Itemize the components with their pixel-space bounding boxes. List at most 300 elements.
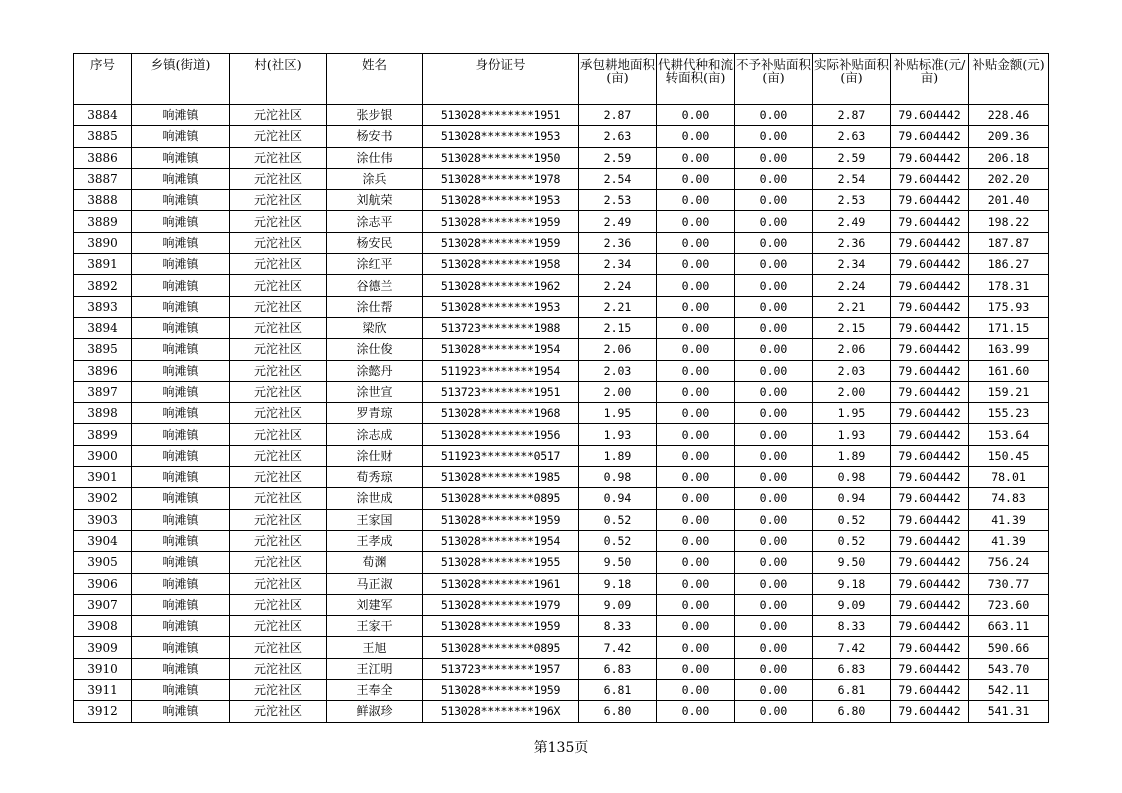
header-contract-area: 承包耕地面积(亩) — [579, 54, 657, 105]
cell-id-number: 513028********1959 — [423, 616, 579, 637]
cell-seq: 3898 — [74, 403, 132, 424]
cell-seq: 3909 — [74, 637, 132, 658]
cell-contract-area: 2.24 — [579, 275, 657, 296]
cell-contract-area: 6.83 — [579, 658, 657, 679]
cell-actual-area: 2.53 — [813, 190, 891, 211]
cell-name: 荀秀琼 — [327, 467, 423, 488]
cell-excluded-area: 0.00 — [735, 296, 813, 317]
cell-town: 响滩镇 — [132, 488, 230, 509]
cell-contract-area: 0.52 — [579, 530, 657, 551]
cell-subsidy-rate: 79.604442 — [891, 381, 969, 402]
cell-town: 响滩镇 — [132, 552, 230, 573]
cell-subsidy-amount: 155.23 — [969, 403, 1049, 424]
cell-name: 涂懿丹 — [327, 360, 423, 381]
cell-village: 元沱社区 — [230, 105, 327, 126]
header-actual-area: 实际补贴面积(亩) — [813, 54, 891, 105]
cell-actual-area: 1.95 — [813, 403, 891, 424]
cell-subsidy-rate: 79.604442 — [891, 488, 969, 509]
cell-town: 响滩镇 — [132, 275, 230, 296]
cell-name: 王江明 — [327, 658, 423, 679]
cell-subsidy-rate: 79.604442 — [891, 317, 969, 338]
cell-actual-area: 0.98 — [813, 467, 891, 488]
cell-name: 涂仕财 — [327, 445, 423, 466]
cell-actual-area: 8.33 — [813, 616, 891, 637]
cell-excluded-area: 0.00 — [735, 424, 813, 445]
cell-id-number: 513028********1953 — [423, 190, 579, 211]
table-row — [74, 445, 1049, 466]
cell-excluded-area: 0.00 — [735, 488, 813, 509]
cell-contract-area: 2.87 — [579, 105, 657, 126]
cell-transfer-area: 0.00 — [657, 552, 735, 573]
cell-transfer-area: 0.00 — [657, 530, 735, 551]
cell-town: 响滩镇 — [132, 680, 230, 701]
cell-excluded-area: 0.00 — [735, 168, 813, 189]
cell-town: 响滩镇 — [132, 232, 230, 253]
cell-actual-area: 9.09 — [813, 594, 891, 615]
cell-actual-area: 2.59 — [813, 147, 891, 168]
cell-excluded-area: 0.00 — [735, 445, 813, 466]
cell-actual-area: 2.15 — [813, 317, 891, 338]
cell-subsidy-rate: 79.604442 — [891, 168, 969, 189]
cell-contract-area: 2.15 — [579, 317, 657, 338]
cell-transfer-area: 0.00 — [657, 254, 735, 275]
cell-subsidy-rate: 79.604442 — [891, 680, 969, 701]
subsidy-table — [73, 53, 1049, 723]
cell-id-number: 513028********1959 — [423, 509, 579, 530]
cell-name: 涂仕伟 — [327, 147, 423, 168]
cell-excluded-area: 0.00 — [735, 317, 813, 338]
cell-seq: 3885 — [74, 126, 132, 147]
cell-village: 元沱社区 — [230, 317, 327, 338]
cell-subsidy-amount: 74.83 — [969, 488, 1049, 509]
table-row — [74, 530, 1049, 551]
cell-name: 马正淑 — [327, 573, 423, 594]
cell-excluded-area: 0.00 — [735, 360, 813, 381]
header-seq: 序号 — [74, 54, 132, 105]
cell-subsidy-rate: 79.604442 — [891, 573, 969, 594]
cell-actual-area: 2.21 — [813, 296, 891, 317]
cell-subsidy-amount: 206.18 — [969, 147, 1049, 168]
table-body — [74, 105, 1049, 723]
cell-transfer-area: 0.00 — [657, 701, 735, 722]
cell-subsidy-amount: 41.39 — [969, 530, 1049, 551]
cell-excluded-area: 0.00 — [735, 105, 813, 126]
cell-id-number: 513723********1951 — [423, 381, 579, 402]
table-row — [74, 616, 1049, 637]
cell-seq: 3897 — [74, 381, 132, 402]
cell-excluded-area: 0.00 — [735, 190, 813, 211]
cell-excluded-area: 0.00 — [735, 339, 813, 360]
cell-contract-area: 6.81 — [579, 680, 657, 701]
cell-town: 响滩镇 — [132, 254, 230, 275]
cell-excluded-area: 0.00 — [735, 658, 813, 679]
cell-village: 元沱社区 — [230, 296, 327, 317]
cell-transfer-area: 0.00 — [657, 637, 735, 658]
cell-contract-area: 2.53 — [579, 190, 657, 211]
cell-excluded-area: 0.00 — [735, 530, 813, 551]
cell-seq: 3889 — [74, 211, 132, 232]
cell-transfer-area: 0.00 — [657, 147, 735, 168]
table-row — [74, 701, 1049, 722]
cell-town: 响滩镇 — [132, 105, 230, 126]
cell-contract-area: 8.33 — [579, 616, 657, 637]
cell-transfer-area: 0.00 — [657, 317, 735, 338]
cell-subsidy-amount: 590.66 — [969, 637, 1049, 658]
cell-town: 响滩镇 — [132, 360, 230, 381]
cell-contract-area: 9.18 — [579, 573, 657, 594]
cell-subsidy-amount: 78.01 — [969, 467, 1049, 488]
cell-village: 元沱社区 — [230, 445, 327, 466]
cell-contract-area: 6.80 — [579, 701, 657, 722]
cell-subsidy-amount: 159.21 — [969, 381, 1049, 402]
cell-name: 刘航荣 — [327, 190, 423, 211]
cell-name: 张步银 — [327, 105, 423, 126]
cell-id-number: 511923********0517 — [423, 445, 579, 466]
cell-seq: 3908 — [74, 616, 132, 637]
cell-subsidy-amount: 150.45 — [969, 445, 1049, 466]
cell-id-number: 513028********1951 — [423, 105, 579, 126]
cell-subsidy-amount: 201.40 — [969, 190, 1049, 211]
cell-name: 涂仕俊 — [327, 339, 423, 360]
cell-seq: 3896 — [74, 360, 132, 381]
cell-subsidy-rate: 79.604442 — [891, 594, 969, 615]
cell-town: 响滩镇 — [132, 594, 230, 615]
cell-subsidy-amount: 171.15 — [969, 317, 1049, 338]
cell-actual-area: 2.36 — [813, 232, 891, 253]
cell-name: 梁欣 — [327, 317, 423, 338]
header-subsidy-amount: 补贴金额(元) — [969, 54, 1049, 105]
cell-town: 响滩镇 — [132, 168, 230, 189]
cell-transfer-area: 0.00 — [657, 339, 735, 360]
cell-excluded-area: 0.00 — [735, 509, 813, 530]
table-row — [74, 232, 1049, 253]
cell-subsidy-amount: 153.64 — [969, 424, 1049, 445]
table-row — [74, 488, 1049, 509]
cell-name: 荀渊 — [327, 552, 423, 573]
cell-subsidy-rate: 79.604442 — [891, 616, 969, 637]
cell-contract-area: 7.42 — [579, 637, 657, 658]
cell-excluded-area: 0.00 — [735, 594, 813, 615]
table-row — [74, 168, 1049, 189]
cell-excluded-area: 0.00 — [735, 126, 813, 147]
table-row — [74, 317, 1049, 338]
cell-seq: 3893 — [74, 296, 132, 317]
cell-contract-area: 2.34 — [579, 254, 657, 275]
cell-seq: 3884 — [74, 105, 132, 126]
cell-excluded-area: 0.00 — [735, 616, 813, 637]
cell-village: 元沱社区 — [230, 467, 327, 488]
cell-town: 响滩镇 — [132, 530, 230, 551]
cell-subsidy-rate: 79.604442 — [891, 701, 969, 722]
table-row — [74, 275, 1049, 296]
cell-subsidy-amount: 202.20 — [969, 168, 1049, 189]
cell-transfer-area: 0.00 — [657, 381, 735, 402]
cell-seq: 3912 — [74, 701, 132, 722]
cell-village: 元沱社区 — [230, 381, 327, 402]
cell-subsidy-rate: 79.604442 — [891, 360, 969, 381]
cell-name: 涂世宣 — [327, 381, 423, 402]
cell-transfer-area: 0.00 — [657, 467, 735, 488]
cell-village: 元沱社区 — [230, 232, 327, 253]
cell-contract-area: 2.00 — [579, 381, 657, 402]
cell-name: 谷德兰 — [327, 275, 423, 296]
cell-subsidy-rate: 79.604442 — [891, 552, 969, 573]
header-transfer-area: 代耕代种和流转面积(亩) — [657, 54, 735, 105]
cell-excluded-area: 0.00 — [735, 275, 813, 296]
cell-seq: 3894 — [74, 317, 132, 338]
cell-excluded-area: 0.00 — [735, 403, 813, 424]
cell-subsidy-amount: 41.39 — [969, 509, 1049, 530]
cell-actual-area: 2.49 — [813, 211, 891, 232]
cell-seq: 3905 — [74, 552, 132, 573]
table-row — [74, 147, 1049, 168]
cell-town: 响滩镇 — [132, 317, 230, 338]
cell-id-number: 513028********1954 — [423, 530, 579, 551]
cell-excluded-area: 0.00 — [735, 467, 813, 488]
cell-id-number: 513028********1959 — [423, 211, 579, 232]
cell-village: 元沱社区 — [230, 637, 327, 658]
cell-village: 元沱社区 — [230, 658, 327, 679]
table-row — [74, 105, 1049, 126]
cell-contract-area: 0.98 — [579, 467, 657, 488]
cell-name: 王家国 — [327, 509, 423, 530]
cell-transfer-area: 0.00 — [657, 275, 735, 296]
table-row — [74, 211, 1049, 232]
cell-transfer-area: 0.00 — [657, 594, 735, 615]
header-village: 村(社区) — [230, 54, 327, 105]
cell-subsidy-amount: 730.77 — [969, 573, 1049, 594]
cell-contract-area: 0.52 — [579, 509, 657, 530]
cell-town: 响滩镇 — [132, 126, 230, 147]
cell-village: 元沱社区 — [230, 339, 327, 360]
cell-excluded-area: 0.00 — [735, 552, 813, 573]
cell-seq: 3903 — [74, 509, 132, 530]
table-row — [74, 424, 1049, 445]
cell-transfer-area: 0.00 — [657, 616, 735, 637]
table-row — [74, 190, 1049, 211]
table-row — [74, 509, 1049, 530]
cell-contract-area: 2.49 — [579, 211, 657, 232]
cell-transfer-area: 0.00 — [657, 126, 735, 147]
cell-subsidy-rate: 79.604442 — [891, 339, 969, 360]
table-row — [74, 360, 1049, 381]
cell-town: 响滩镇 — [132, 190, 230, 211]
cell-seq: 3900 — [74, 445, 132, 466]
cell-subsidy-amount: 198.22 — [969, 211, 1049, 232]
cell-transfer-area: 0.00 — [657, 296, 735, 317]
cell-actual-area: 6.81 — [813, 680, 891, 701]
table-row — [74, 658, 1049, 679]
cell-subsidy-amount: 186.27 — [969, 254, 1049, 275]
cell-subsidy-rate: 79.604442 — [891, 126, 969, 147]
cell-id-number: 513028********1953 — [423, 126, 579, 147]
cell-actual-area: 2.24 — [813, 275, 891, 296]
cell-subsidy-rate: 79.604442 — [891, 147, 969, 168]
cell-contract-area: 1.93 — [579, 424, 657, 445]
cell-actual-area: 2.63 — [813, 126, 891, 147]
cell-contract-area: 9.09 — [579, 594, 657, 615]
cell-subsidy-rate: 79.604442 — [891, 296, 969, 317]
header-subsidy-rate: 补贴标准(元/亩) — [891, 54, 969, 105]
cell-id-number: 513028********1962 — [423, 275, 579, 296]
cell-actual-area: 2.03 — [813, 360, 891, 381]
table-row — [74, 467, 1049, 488]
cell-subsidy-amount: 663.11 — [969, 616, 1049, 637]
cell-seq: 3890 — [74, 232, 132, 253]
cell-contract-area: 9.50 — [579, 552, 657, 573]
cell-transfer-area: 0.00 — [657, 403, 735, 424]
cell-name: 涂世成 — [327, 488, 423, 509]
cell-subsidy-rate: 79.604442 — [891, 190, 969, 211]
cell-village: 元沱社区 — [230, 701, 327, 722]
cell-excluded-area: 0.00 — [735, 211, 813, 232]
table-row — [74, 339, 1049, 360]
cell-excluded-area: 0.00 — [735, 381, 813, 402]
cell-actual-area: 7.42 — [813, 637, 891, 658]
cell-id-number: 513028********196X — [423, 701, 579, 722]
cell-id-number: 513028********1958 — [423, 254, 579, 275]
cell-subsidy-rate: 79.604442 — [891, 658, 969, 679]
cell-subsidy-amount: 163.99 — [969, 339, 1049, 360]
cell-actual-area: 1.93 — [813, 424, 891, 445]
cell-village: 元沱社区 — [230, 424, 327, 445]
cell-name: 王家干 — [327, 616, 423, 637]
cell-transfer-area: 0.00 — [657, 232, 735, 253]
cell-id-number: 513028********1950 — [423, 147, 579, 168]
cell-id-number: 513028********1953 — [423, 296, 579, 317]
cell-village: 元沱社区 — [230, 616, 327, 637]
cell-seq: 3895 — [74, 339, 132, 360]
cell-town: 响滩镇 — [132, 616, 230, 637]
cell-actual-area: 2.00 — [813, 381, 891, 402]
cell-subsidy-rate: 79.604442 — [891, 232, 969, 253]
cell-town: 响滩镇 — [132, 658, 230, 679]
cell-actual-area: 0.52 — [813, 530, 891, 551]
cell-transfer-area: 0.00 — [657, 658, 735, 679]
cell-transfer-area: 0.00 — [657, 360, 735, 381]
cell-transfer-area: 0.00 — [657, 424, 735, 445]
cell-name: 王奉全 — [327, 680, 423, 701]
cell-village: 元沱社区 — [230, 360, 327, 381]
cell-contract-area: 2.59 — [579, 147, 657, 168]
cell-village: 元沱社区 — [230, 530, 327, 551]
cell-subsidy-rate: 79.604442 — [891, 403, 969, 424]
cell-name: 鲜淑珍 — [327, 701, 423, 722]
cell-name: 涂仕帮 — [327, 296, 423, 317]
table-row — [74, 552, 1049, 573]
cell-excluded-area: 0.00 — [735, 680, 813, 701]
cell-village: 元沱社区 — [230, 275, 327, 296]
cell-id-number: 513723********1957 — [423, 658, 579, 679]
cell-id-number: 513028********1978 — [423, 168, 579, 189]
cell-actual-area: 0.94 — [813, 488, 891, 509]
cell-contract-area: 1.95 — [579, 403, 657, 424]
cell-transfer-area: 0.00 — [657, 573, 735, 594]
cell-village: 元沱社区 — [230, 147, 327, 168]
cell-actual-area: 6.83 — [813, 658, 891, 679]
cell-subsidy-rate: 79.604442 — [891, 275, 969, 296]
cell-name: 杨安民 — [327, 232, 423, 253]
cell-village: 元沱社区 — [230, 190, 327, 211]
cell-subsidy-amount: 723.60 — [969, 594, 1049, 615]
cell-excluded-area: 0.00 — [735, 701, 813, 722]
cell-subsidy-rate: 79.604442 — [891, 467, 969, 488]
cell-seq: 3899 — [74, 424, 132, 445]
cell-contract-area: 1.89 — [579, 445, 657, 466]
cell-town: 响滩镇 — [132, 509, 230, 530]
cell-subsidy-rate: 79.604442 — [891, 530, 969, 551]
cell-id-number: 513028********1985 — [423, 467, 579, 488]
cell-id-number: 513028********1979 — [423, 594, 579, 615]
header-name: 姓名 — [327, 54, 423, 105]
cell-name: 王孝成 — [327, 530, 423, 551]
cell-id-number: 513028********1956 — [423, 424, 579, 445]
cell-name: 刘建军 — [327, 594, 423, 615]
cell-village: 元沱社区 — [230, 594, 327, 615]
cell-id-number: 513028********1959 — [423, 232, 579, 253]
cell-name: 涂兵 — [327, 168, 423, 189]
cell-id-number: 513723********1988 — [423, 317, 579, 338]
cell-town: 响滩镇 — [132, 424, 230, 445]
cell-subsidy-rate: 79.604442 — [891, 637, 969, 658]
cell-seq: 3892 — [74, 275, 132, 296]
cell-contract-area: 0.94 — [579, 488, 657, 509]
cell-contract-area: 2.36 — [579, 232, 657, 253]
cell-seq: 3902 — [74, 488, 132, 509]
cell-id-number: 513028********1961 — [423, 573, 579, 594]
cell-actual-area: 9.18 — [813, 573, 891, 594]
cell-name: 罗青琼 — [327, 403, 423, 424]
cell-actual-area: 2.34 — [813, 254, 891, 275]
cell-subsidy-rate: 79.604442 — [891, 445, 969, 466]
cell-actual-area: 6.80 — [813, 701, 891, 722]
header-row — [74, 54, 1049, 105]
cell-seq: 3904 — [74, 530, 132, 551]
cell-subsidy-rate: 79.604442 — [891, 254, 969, 275]
cell-name: 涂志平 — [327, 211, 423, 232]
cell-transfer-area: 0.00 — [657, 680, 735, 701]
cell-subsidy-rate: 79.604442 — [891, 211, 969, 232]
cell-subsidy-amount: 209.36 — [969, 126, 1049, 147]
cell-village: 元沱社区 — [230, 254, 327, 275]
cell-town: 响滩镇 — [132, 573, 230, 594]
cell-subsidy-rate: 79.604442 — [891, 424, 969, 445]
cell-subsidy-amount: 541.31 — [969, 701, 1049, 722]
cell-id-number: 513028********0895 — [423, 488, 579, 509]
cell-seq: 3886 — [74, 147, 132, 168]
cell-village: 元沱社区 — [230, 509, 327, 530]
page-number: 第135页 — [533, 740, 589, 756]
cell-subsidy-amount: 187.87 — [969, 232, 1049, 253]
cell-town: 响滩镇 — [132, 467, 230, 488]
cell-id-number: 513028********0895 — [423, 637, 579, 658]
cell-id-number: 513028********1959 — [423, 680, 579, 701]
cell-village: 元沱社区 — [230, 168, 327, 189]
cell-id-number: 513028********1968 — [423, 403, 579, 424]
cell-actual-area: 2.54 — [813, 168, 891, 189]
cell-excluded-area: 0.00 — [735, 147, 813, 168]
cell-subsidy-amount: 542.11 — [969, 680, 1049, 701]
table-row — [74, 254, 1049, 275]
cell-name: 涂红平 — [327, 254, 423, 275]
cell-subsidy-amount: 175.93 — [969, 296, 1049, 317]
cell-village: 元沱社区 — [230, 680, 327, 701]
header-town: 乡镇(街道) — [132, 54, 230, 105]
cell-subsidy-amount: 756.24 — [969, 552, 1049, 573]
cell-actual-area: 2.87 — [813, 105, 891, 126]
cell-transfer-area: 0.00 — [657, 105, 735, 126]
table-row — [74, 594, 1049, 615]
